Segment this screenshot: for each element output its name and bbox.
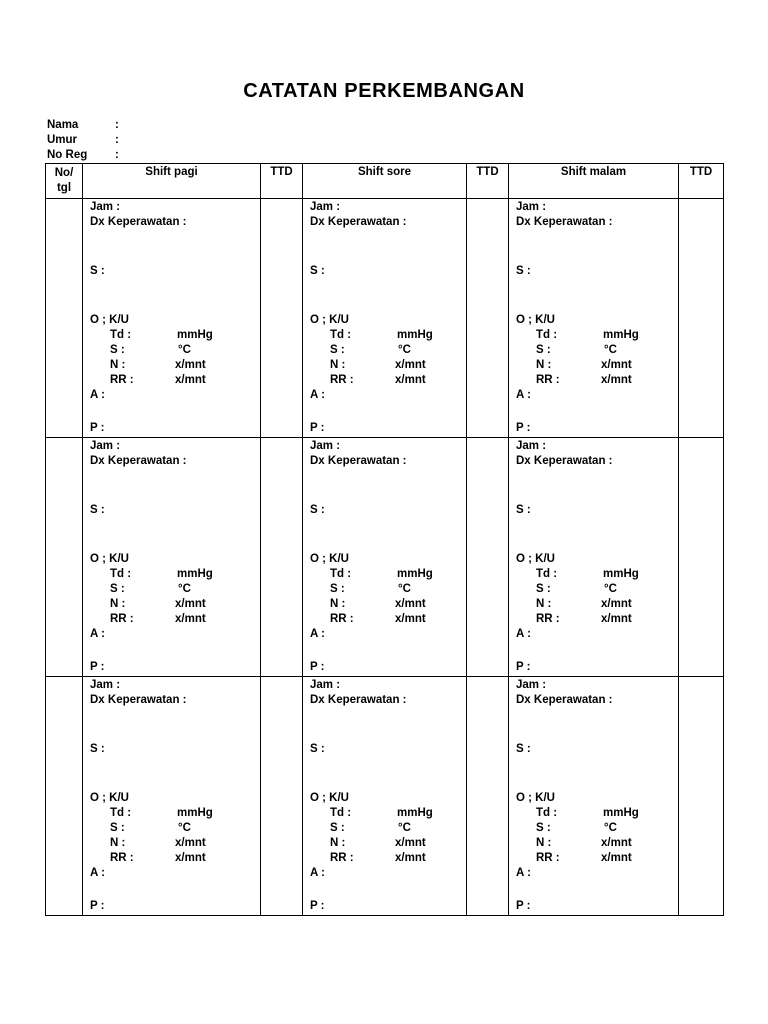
td-label: Td : (110, 568, 132, 580)
header-ttd-sore: TTD (467, 164, 509, 199)
jam-label: Jam : (90, 440, 121, 452)
dx-label: Dx Keperawatan : (516, 694, 613, 706)
suhu-unit: °C (178, 344, 191, 356)
assessment-label: A : (90, 628, 105, 640)
table-header-row (46, 164, 724, 199)
assessment-label: A : (90, 389, 105, 401)
td-unit: mmHg (603, 807, 639, 819)
soap-entry (303, 677, 466, 915)
page-title: CATATAN PERKEMBANGAN (243, 80, 525, 102)
assessment-label: A : (516, 628, 531, 640)
objective-label: O ; K/U (310, 792, 349, 804)
rr-label: RR : (110, 613, 134, 625)
subjective-label: S : (516, 504, 531, 516)
rr-unit: x/mnt (175, 852, 206, 864)
td-unit: mmHg (397, 329, 433, 341)
dx-label: Dx Keperawatan : (516, 216, 613, 228)
suhu-label: S : (110, 344, 125, 356)
rr-unit: x/mnt (395, 374, 426, 386)
nadi-unit: x/mnt (601, 837, 632, 849)
ttd-pagi-cell[interactable] (261, 199, 303, 438)
td-label: Td : (110, 329, 132, 341)
suhu-label: S : (110, 822, 125, 834)
rr-unit: x/mnt (601, 613, 632, 625)
ttd-malam-cell[interactable] (679, 199, 724, 438)
subjective-label: S : (516, 743, 531, 755)
nadi-label: N : (110, 598, 126, 610)
subjective-label: S : (516, 265, 531, 277)
plan-label: P : (310, 661, 325, 673)
suhu-label: S : (330, 344, 345, 356)
rr-unit: x/mnt (601, 374, 632, 386)
jam-label: Jam : (516, 201, 547, 213)
rr-label: RR : (110, 374, 134, 386)
jam-label: Jam : (516, 679, 547, 691)
plan-label: P : (90, 661, 105, 673)
header-ttd-pagi: TTD (261, 164, 303, 199)
subjective-label: S : (310, 504, 325, 516)
subjective-label: S : (310, 743, 325, 755)
suhu-unit: °C (178, 583, 191, 595)
suhu-label: S : (330, 583, 345, 595)
regno-colon: : (115, 149, 119, 161)
suhu-label: S : (536, 822, 551, 834)
shift-malam-cell[interactable] (509, 199, 679, 438)
suhu-label: S : (330, 822, 345, 834)
suhu-unit: °C (604, 822, 617, 834)
soap-entry (83, 199, 260, 437)
suhu-label: S : (110, 583, 125, 595)
shift-sore-cell[interactable] (303, 677, 467, 916)
rr-label: RR : (536, 852, 560, 864)
ttd-sore-cell[interactable] (467, 438, 509, 677)
ttd-pagi-cell[interactable] (261, 677, 303, 916)
nadi-unit: x/mnt (601, 598, 632, 610)
nadi-label: N : (110, 837, 126, 849)
td-label: Td : (536, 568, 558, 580)
shift-malam-cell[interactable] (509, 438, 679, 677)
suhu-unit: °C (178, 822, 191, 834)
objective-label: O ; K/U (90, 792, 129, 804)
dx-label: Dx Keperawatan : (310, 455, 407, 467)
ttd-sore-cell[interactable] (467, 677, 509, 916)
plan-label: P : (516, 661, 531, 673)
assessment-label: A : (310, 628, 325, 640)
dx-label: Dx Keperawatan : (90, 216, 187, 228)
nadi-unit: x/mnt (395, 359, 426, 371)
td-label: Td : (536, 807, 558, 819)
objective-label: O ; K/U (310, 314, 349, 326)
rr-label: RR : (330, 852, 354, 864)
soap-entry (83, 677, 260, 915)
nadi-unit: x/mnt (395, 598, 426, 610)
rr-label: RR : (330, 374, 354, 386)
header-tgl: tgl (56, 182, 72, 194)
jam-label: Jam : (310, 440, 341, 452)
header-shift-pagi: Shift pagi (83, 164, 261, 199)
soap-entry (303, 438, 466, 676)
age-colon: : (115, 134, 119, 146)
subjective-label: S : (310, 265, 325, 277)
suhu-unit: °C (398, 344, 411, 356)
soap-entry (509, 438, 678, 676)
plan-label: P : (516, 900, 531, 912)
rr-unit: x/mnt (601, 852, 632, 864)
nadi-label: N : (110, 359, 126, 371)
objective-label: O ; K/U (516, 553, 555, 565)
objective-label: O ; K/U (90, 553, 129, 565)
assessment-label: A : (516, 389, 531, 401)
shift-pagi-cell[interactable] (83, 677, 261, 916)
nadi-unit: x/mnt (175, 359, 206, 371)
td-unit: mmHg (177, 329, 213, 341)
dx-label: Dx Keperawatan : (516, 455, 613, 467)
nadi-label: N : (330, 359, 346, 371)
nadi-unit: x/mnt (175, 598, 206, 610)
subjective-label: S : (90, 743, 105, 755)
name-label: Nama (47, 119, 79, 131)
nadi-unit: x/mnt (601, 359, 632, 371)
subjective-label: S : (90, 504, 105, 516)
rr-unit: x/mnt (395, 852, 426, 864)
subjective-label: S : (90, 265, 105, 277)
jam-label: Jam : (90, 201, 121, 213)
soap-entry (509, 199, 678, 437)
no-tgl-cell[interactable] (46, 677, 83, 916)
ttd-malam-cell[interactable] (679, 438, 724, 677)
jam-label: Jam : (310, 679, 341, 691)
rr-unit: x/mnt (175, 613, 206, 625)
dx-label: Dx Keperawatan : (310, 694, 407, 706)
rr-label: RR : (110, 852, 134, 864)
assessment-label: A : (90, 867, 105, 879)
nadi-label: N : (330, 837, 346, 849)
dx-label: Dx Keperawatan : (90, 455, 187, 467)
jam-label: Jam : (516, 440, 547, 452)
rr-unit: x/mnt (395, 613, 426, 625)
assessment-label: A : (310, 389, 325, 401)
regno-label: No Reg (47, 149, 88, 161)
soap-entry (509, 677, 678, 915)
progress-notes-table (45, 163, 724, 916)
shift-malam-cell[interactable] (509, 677, 679, 916)
nadi-unit: x/mnt (395, 837, 426, 849)
suhu-unit: °C (604, 344, 617, 356)
objective-label: O ; K/U (90, 314, 129, 326)
td-label: Td : (110, 807, 132, 819)
table-row (46, 677, 724, 916)
dx-label: Dx Keperawatan : (310, 216, 407, 228)
td-label: Td : (330, 807, 352, 819)
suhu-label: S : (536, 583, 551, 595)
header-no-tgl (46, 164, 83, 199)
td-unit: mmHg (177, 807, 213, 819)
nadi-label: N : (330, 598, 346, 610)
shift-sore-cell[interactable] (303, 199, 467, 438)
rr-label: RR : (330, 613, 354, 625)
table-row (46, 438, 724, 677)
nadi-unit: x/mnt (175, 837, 206, 849)
no-tgl-cell[interactable] (46, 199, 83, 438)
suhu-unit: °C (398, 822, 411, 834)
plan-label: P : (310, 422, 325, 434)
suhu-label: S : (536, 344, 551, 356)
header-shift-malam: Shift malam (509, 164, 679, 199)
ttd-malam-cell[interactable] (679, 677, 724, 916)
ttd-sore-cell[interactable] (467, 199, 509, 438)
soap-entry (303, 199, 466, 437)
plan-label: P : (310, 900, 325, 912)
nadi-label: N : (536, 598, 552, 610)
ttd-pagi-cell[interactable] (261, 438, 303, 677)
td-label: Td : (330, 329, 352, 341)
td-unit: mmHg (603, 329, 639, 341)
jam-label: Jam : (90, 679, 121, 691)
plan-label: P : (516, 422, 531, 434)
nadi-label: N : (536, 837, 552, 849)
no-tgl-cell[interactable] (46, 438, 83, 677)
rr-label: RR : (536, 374, 560, 386)
assessment-label: A : (310, 867, 325, 879)
assessment-label: A : (516, 867, 531, 879)
shift-sore-cell[interactable] (303, 438, 467, 677)
td-label: Td : (536, 329, 558, 341)
name-colon: : (115, 119, 119, 131)
rr-unit: x/mnt (175, 374, 206, 386)
td-unit: mmHg (603, 568, 639, 580)
shift-pagi-cell[interactable] (83, 199, 261, 438)
objective-label: O ; K/U (516, 792, 555, 804)
plan-label: P : (90, 422, 105, 434)
plan-label: P : (90, 900, 105, 912)
rr-label: RR : (536, 613, 560, 625)
nadi-label: N : (536, 359, 552, 371)
header-shift-sore: Shift sore (303, 164, 467, 199)
objective-label: O ; K/U (516, 314, 555, 326)
jam-label: Jam : (310, 201, 341, 213)
age-label: Umur (47, 134, 78, 146)
td-label: Td : (330, 568, 352, 580)
header-no: No/ (54, 167, 74, 179)
td-unit: mmHg (397, 568, 433, 580)
td-unit: mmHg (397, 807, 433, 819)
td-unit: mmHg (177, 568, 213, 580)
dx-label: Dx Keperawatan : (90, 694, 187, 706)
suhu-unit: °C (398, 583, 411, 595)
shift-pagi-cell[interactable] (83, 438, 261, 677)
soap-entry (83, 438, 260, 676)
table-row (46, 199, 724, 438)
header-ttd-malam: TTD (679, 164, 724, 199)
objective-label: O ; K/U (310, 553, 349, 565)
suhu-unit: °C (604, 583, 617, 595)
